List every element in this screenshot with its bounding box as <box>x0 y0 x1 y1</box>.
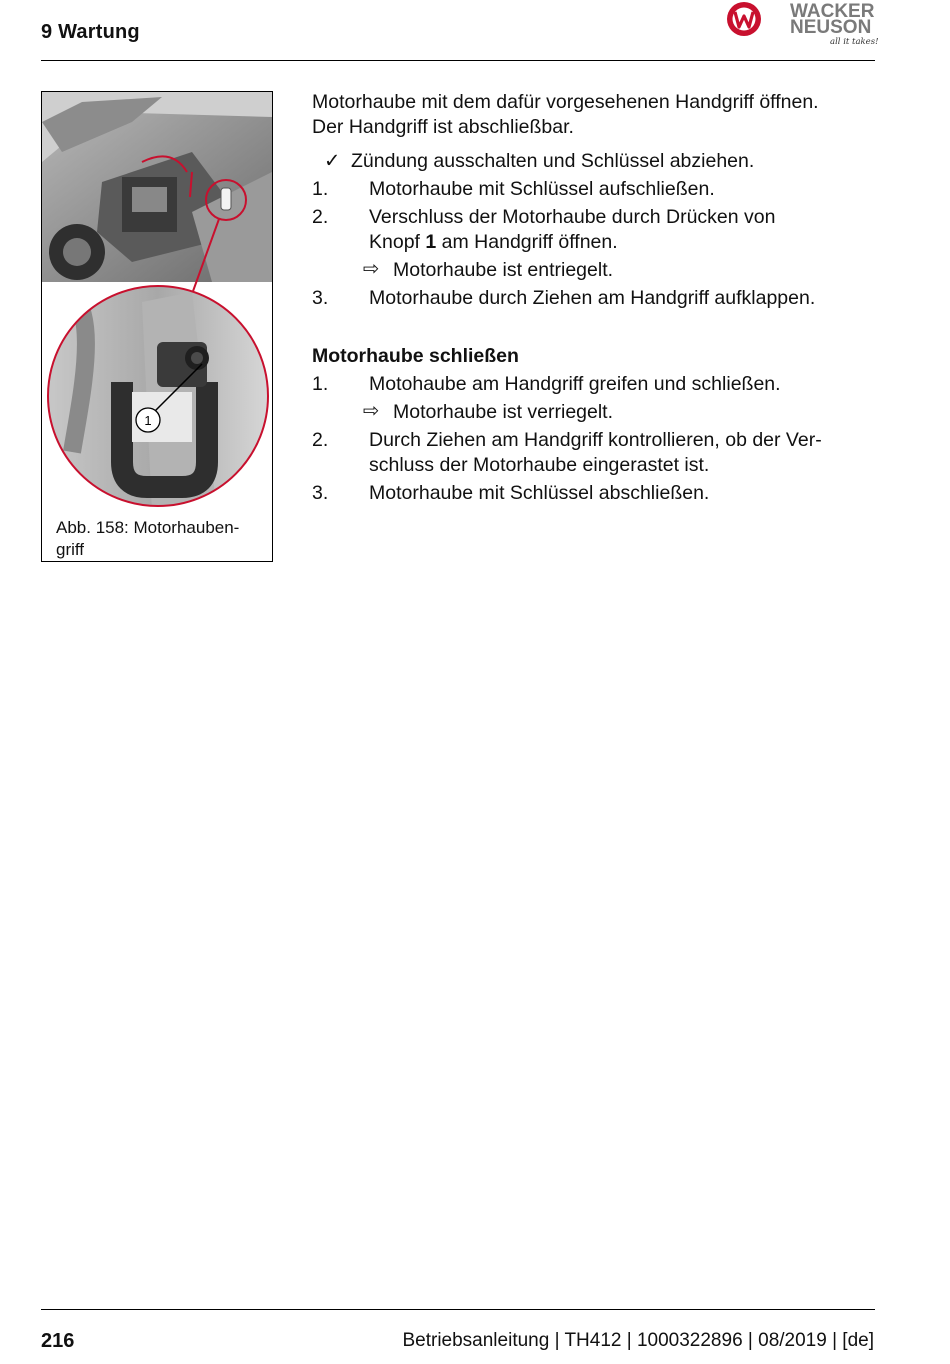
header-divider <box>41 60 875 61</box>
logo-line1: WACKER <box>790 1 875 22</box>
close-step-3: 3. Motorhaube mit Schlüssel abschließen. <box>312 482 710 504</box>
logo-line2: NEUSON <box>790 17 872 38</box>
wacker-neuson-logo <box>722 0 882 50</box>
open-step-2-result: ⇨ Motorhaube ist entriegelt. <box>363 258 614 281</box>
close-step-1-result: ⇨ Motorhaube ist verriegelt. <box>363 400 614 423</box>
page-number: 216 <box>41 1330 75 1352</box>
main-content <box>312 90 882 506</box>
section-heading: Motorhaube schließen <box>312 345 519 367</box>
figure-motorhaubengriff <box>41 91 273 562</box>
check-icon: ✓ <box>324 150 341 172</box>
open-step-3: 3. Motorhaube durch Ziehen am Handgriff aufklappen. <box>312 287 816 309</box>
intro-line1: Motorhaube mit dem dafür vorgesehenen Handgriff öffnen. <box>312 91 819 113</box>
open-step-2: 2. Verschluss der Motorhaube durch Drücken von Knopf 1 am Handgriff öffnen. <box>312 206 776 253</box>
figure-caption: Abb. 158: Motorhauben- griff <box>56 518 240 559</box>
button-reference: 1 <box>425 231 437 253</box>
close-step-2: 2. Durch Ziehen am Handgriff kontrollieren, ob der Ver- schluss der Motorhaube eingerastet ist. <box>312 429 822 476</box>
result-arrow-icon: ⇨ <box>363 400 380 422</box>
footer-divider <box>41 1309 875 1310</box>
callout-number: 1 <box>144 413 152 428</box>
open-step-1: 1. Motorhaube mit Schlüssel aufschließen. <box>312 178 715 200</box>
prerequisite-item: ✓ Zündung ausschalten und Schlüssel abziehen. <box>324 150 755 172</box>
close-step-1: 1. Motohaube am Handgriff greifen und schließen. <box>312 373 781 395</box>
result-arrow-icon: ⇨ <box>363 258 380 280</box>
intro-line2: Der Handgriff ist abschließbar. <box>312 116 574 138</box>
document-info: Betriebsanleitung | TH412 | 1000322896 | 08/2019 | [de] <box>402 1330 874 1351</box>
hood-handle-illustration <box>42 92 273 512</box>
logo-tagline: all it takes! <box>830 37 879 47</box>
chapter-title: 9 Wartung <box>41 21 140 43</box>
